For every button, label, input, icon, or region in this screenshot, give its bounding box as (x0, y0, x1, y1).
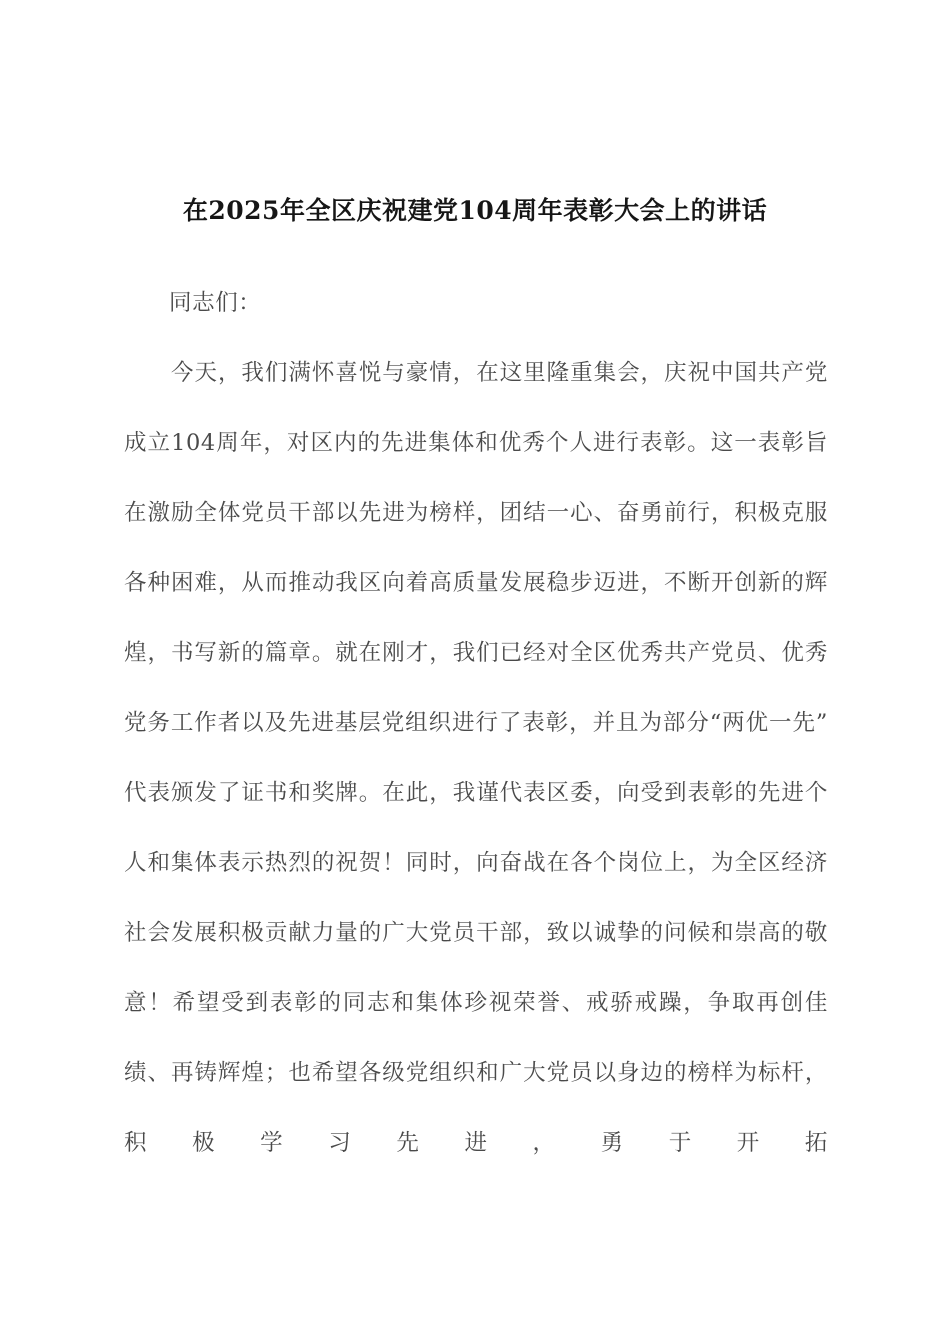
salutation-line: 同志们： (169, 290, 262, 316)
document-body (124, 268, 828, 1248)
body-paragraph-1: 今天，我们满怀喜悦与豪情，在这里隆重集会，庆祝中国共产党成立104周年，对区内的先进集体和优秀个人进行表彰。这一表彰旨在激励全体党员干部以先进为榜样，团结一心、奋勇前行，积极克服各种困难，从而推动我区向着高质量发展稳步迈进，不断开创新的辉煌，书写新的篇章。就在刚才，我们已经对全区优秀共产党员、优秀党务工作者以及先进基层党组织进行了表彰，并且为部分“两优一先”代表颁发了证书和奖牌。在此，我谨代表区委，向受到表彰的先进个人和集体表示热烈的祝贺！同时，向奋战在各个岗位上，为全区经济社会发展积极贡献力量的广大党员干部，致以诚挚的问候和崇高的敬意！希望受到表彰的同志和集体珍视荣誉、戒骄戒躁，争取再创佳绩、再铸辉煌；也希望各级党组织和广大党员以身边的榜样为标杆，积极学习先进，勇于开拓 (124, 360, 828, 1156)
page-title: 在2025年全区庆祝建党104周年表彰大会上的讲话 (182, 195, 768, 225)
